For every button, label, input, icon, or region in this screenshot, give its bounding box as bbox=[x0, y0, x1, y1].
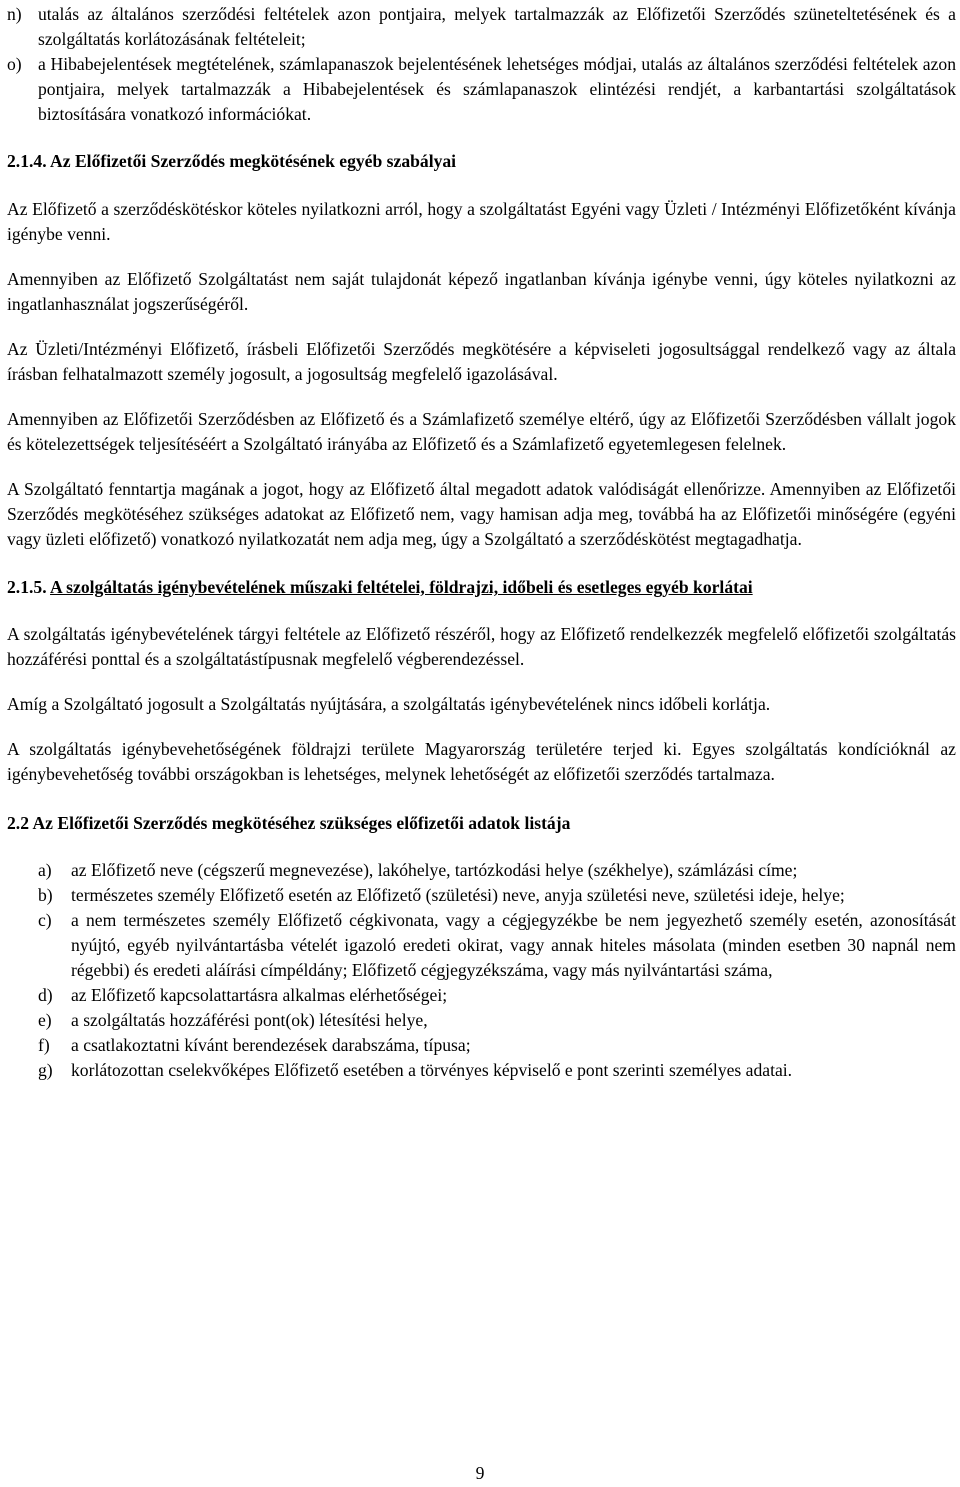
list-item-text: az Előfizető neve (cégszerű megnevezése), lakóhelye, tartózkodási helye (székhelye), számlázási címe; bbox=[71, 860, 798, 880]
section-number: 2.1.4. bbox=[7, 151, 47, 171]
list-item-text: korlátozottan cselekvőképes Előfizető esetében a törvényes képviselő e pont szerinti személyes adatai. bbox=[71, 1060, 793, 1080]
list-item-label: c) bbox=[38, 910, 52, 930]
section-heading-2-1-4 bbox=[7, 149, 956, 174]
paragraph: Amennyiben az Előfizetői Szerződésben az Előfizető és a Számlafizető személye eltérő, úgy az Előfizetői Szerződésben vállalt jogok és kötelezettségek teljesítéséért a Szolgáltató irányába az Előfizető és a Számlafizető egyetemlegesen felelnek. bbox=[7, 409, 956, 454]
section-title: Az Előfizetői Szerződés megkötéséhez szükséges előfizetői adatok listája bbox=[32, 813, 571, 833]
list-item bbox=[38, 908, 956, 983]
list-item bbox=[7, 52, 956, 127]
list-item bbox=[38, 983, 956, 1008]
section-number: 2.1.5. bbox=[7, 577, 47, 597]
list-item-text: a Hibabejelentések megtételének, számlapanaszok bejelentésének lehetséges módjai, utalás az általános szerződési feltételek azon pontjaira, melyek tartalmazzák a Hibabejelentések és számlapanaszok elintézési rendjét, a karbantartási szolgáltatások biztosítására vonatkozó információkat. bbox=[38, 54, 956, 124]
section-title: Az Előfizetői Szerződés megkötésének egyéb szabályai bbox=[50, 151, 457, 171]
paragraph: Amennyiben az Előfizető Szolgáltatást nem saját tulajdonát képező ingatlanban kívánja igénybe venni, úgy köteles nyilatkozni az ingatlanhasználat jogszerűségéről. bbox=[7, 269, 956, 314]
section-heading-2-2 bbox=[7, 811, 956, 836]
list-item bbox=[38, 1008, 956, 1033]
list-item bbox=[38, 883, 956, 908]
paragraph: A szolgáltatás igénybevételének tárgyi feltétele az Előfizető részéről, hogy az Előfizető rendelkezzék megfelelő előfizetői szolgáltatás hozzáférési ponttal és a szolgáltatástípusnak megfelelő végberendezéssel. bbox=[7, 624, 956, 669]
section-title: A szolgáltatás igénybevételének műszaki feltételei, földrajzi, időbeli és esetleges egyéb korlátai bbox=[50, 577, 753, 597]
list-item-label: g) bbox=[38, 1060, 53, 1080]
page-number: 9 bbox=[475, 1463, 485, 1483]
section-number: 2.2 bbox=[7, 813, 29, 833]
section-heading-2-1-5 bbox=[7, 575, 956, 600]
paragraph: Az Előfizető a szerződéskötéskor köteles nyilatkozni arról, hogy a szolgáltatást Egyéni vagy Üzleti / Intézményi Előfizetőként kívánja igénybe venni. bbox=[7, 199, 956, 244]
list-item-label: e) bbox=[38, 1010, 52, 1030]
list-item-text: az Előfizető kapcsolattartásra alkalmas elérhetőségei; bbox=[71, 985, 448, 1005]
data-list bbox=[7, 858, 956, 1083]
list-item-text: természetes személy Előfizető esetén az Előfizető (születési) neve, anyja születési neve, születési ideje, helye; bbox=[71, 885, 845, 905]
paragraph: Amíg a Szolgáltató jogosult a Szolgáltatás nyújtására, a szolgáltatás igénybevételének nincs időbeli korlátja. bbox=[7, 694, 771, 714]
list-item-text: a szolgáltatás hozzáférési pont(ok) létesítési helye, bbox=[71, 1010, 428, 1030]
paragraph: A szolgáltatás igénybevehetőségének földrajzi területe Magyarország területére terjed ki. Egyes szolgáltatás kondícióknál az igénybevehetőség további országokban is lehetséges, melynek lehetőségét az előfizetői szerződés tartalmaza. bbox=[7, 739, 956, 784]
list-item-label: b) bbox=[38, 885, 53, 905]
list-item bbox=[7, 2, 956, 52]
paragraph: A Szolgáltató fenntartja magának a jogot, hogy az Előfizető által megadott adatok valódiságát ellenőrizze. Amennyiben az Előfizetői Szerződés megkötéséhez szükséges adatokat az Előfizető nem, vagy hamisan adja meg, továbbá ha az Előfizetői minőségére (egyéni vagy üzleti előfizető) vonatkozó nyilatkozatát nem adja meg, úgy a Szolgáltató a szerződéskötést megtagadhatja. bbox=[7, 479, 956, 549]
list-item-label: a) bbox=[38, 860, 52, 880]
paragraph: Az Üzleti/Intézményi Előfizető, írásbeli Előfizetői Szerződés megkötésére a képviseleti jogosultsággal rendelkező vagy az általa írásban felhatalmazott személy jogosult, a jogosultság megfelelő igazolásával. bbox=[7, 339, 956, 384]
list-item-label: o) bbox=[7, 54, 22, 74]
list-item-text: a nem természetes személy Előfizető cégkivonata, vagy a cégjegyzékbe be nem jegyezhető személy esetén, azonosítását nyújtó, egyéb nyilvántartásba vételét igazoló eredeti okirat, vagy annak hiteles másolata (minden esetben 30 napnál nem régebbi) és eredeti aláírási címpéldány; Előfizető cégjegyzékszáma, vagy más nyilvántartási száma, bbox=[71, 910, 956, 980]
list-item-label: n) bbox=[7, 4, 22, 24]
list-item-text: a csatlakoztatni kívánt berendezések darabszáma, típusa; bbox=[71, 1035, 471, 1055]
document-page bbox=[7, 0, 956, 1083]
list-item-label: f) bbox=[38, 1035, 50, 1055]
list-item-text: utalás az általános szerződési feltételek azon pontjaira, melyek tartalmazzák az Előfizetői Szerződés szüneteltetésének és a szolgáltatás korlátozásának feltételeit; bbox=[38, 4, 956, 49]
intro-list bbox=[7, 2, 956, 127]
list-item-label: d) bbox=[38, 985, 53, 1005]
list-item bbox=[38, 858, 956, 883]
list-item bbox=[38, 1033, 956, 1058]
list-item bbox=[38, 1058, 956, 1083]
